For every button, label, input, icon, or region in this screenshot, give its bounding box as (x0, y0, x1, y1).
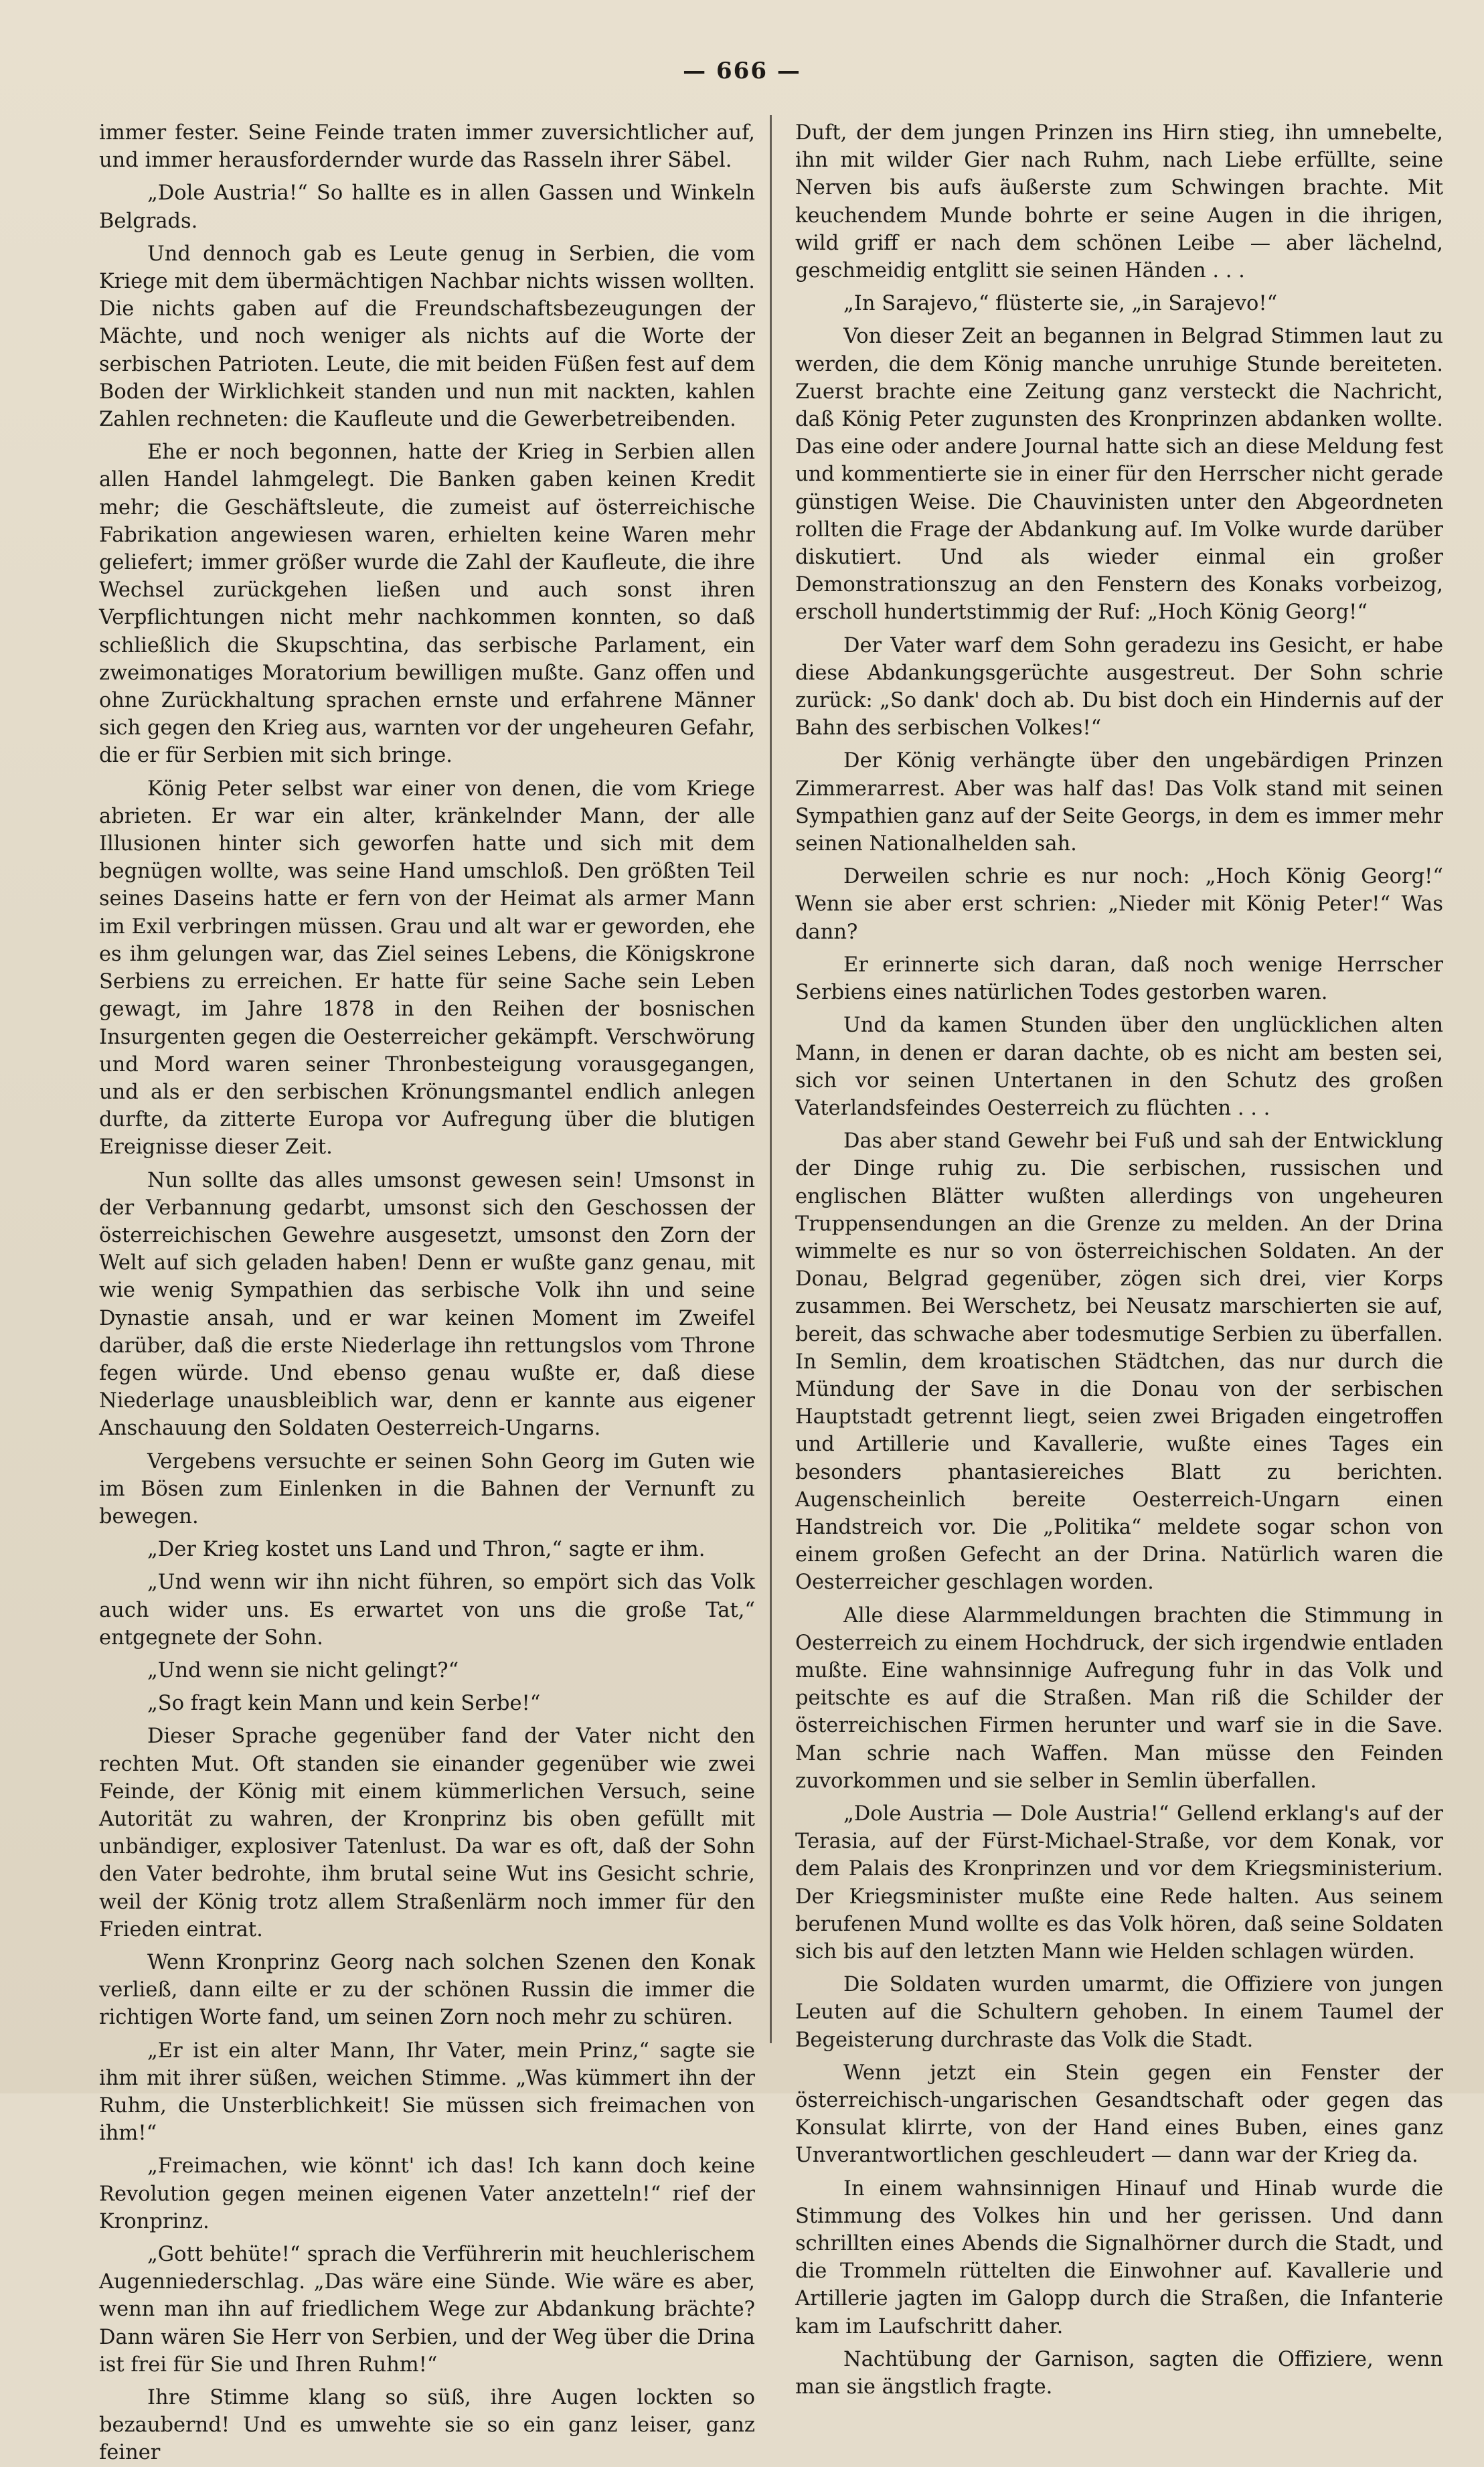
paragraph: „So fragt kein Mann und kein Serbe!“ (147, 1692, 541, 1716)
paragraph: „Und wenn sie nicht gelingt?“ (147, 1658, 459, 1682)
paragraph: Vergebens versuchte er seinen Sohn Georg im Guten wie im Bösen zum Einlenken in die Bahnen der Vernunft zu bewegen. (99, 1449, 755, 1528)
paragraph: Nun sollte das alles umsonst gewesen sein! Umsonst in der Verbannung gedarbt, umsonst sich den Geschossen der österreichischen Gewehre ausgesetzt, umsonst den Zorn der Welt auf sich geladen haben! Denn er wußte ganz genau, mit wie wenig Sympathien das serbische Volk ihn und seine Dynastie ansah, und er war keinen Moment im Zweifel darüber, daß die erste Niederlage ihn rettungslos vom Throne fegen würde. Und ebenso genau wußte er, daß diese Niederlage unausbleiblich war, denn er kannte aus eigener Anschauung den Soldaten Oesterreich-Ungarns. (99, 1168, 755, 1441)
paragraph: Dieser Sprache gegenüber fand der Vater nicht den rechten Mut. Oft standen sie einander gegenüber wie zwei Feinde, der König mit einem kümmerlichen Versuch, seine Autorität zu wahren, der Kronprinz bis oben gefüllt mit unbändiger, explosiver Tatenlust. Da war es oft, daß der Sohn den Vater bedrohte, ihm brutal seine Wut ins Gesicht schrie, weil der König trotz allem Straßenlärm noch immer für den Frieden eintrat. (99, 1725, 755, 1941)
paragraph: Derweilen schrie es nur noch: „Hoch König Georg!“ Wenn sie aber erst schrien: „Nieder mit König Peter!“ Was dann? (795, 865, 1443, 944)
paragraph: Ihre Stimme klang so süß, ihre Augen lockten so bezaubernd! Und es umwehte sie so ein ganz leiser, ganz feiner (99, 2386, 755, 2465)
paragraph: „Dole Austria — Dole Austria!“ Gellend erklang's auf der Terasia, auf der Fürst-Michael-Straße, vor dem Konak, vor dem Palais des Kronprinzen und vor dem Kriegsministerium. Der Kriegsminister mußte eine Rede halten. Aus seinem berufenen Mund wollte es das Volk hören, daß seine Soldaten sich bis auf den letzten Mann wie Helden schlagen würden. (795, 1802, 1443, 1964)
paragraph: „Gott behüte!“ sprach die Verführerin mit heuchlerischem Augenniederschlag. „Das wäre eine Sünde. Wie wäre es aber, wenn man ihn auf friedlichem Wege zur Abdankung brächte? Dann wären Sie Herr von Serbien, und der Weg über die Drina ist frei für Sie und Ihren Ruhm!“ (99, 2243, 755, 2377)
paragraph: Der Vater warf dem Sohn geradezu ins Gesicht, er habe diese Abdankungsgerüchte ausgestreut. Der Sohn schrie zurück: „So dank' doch ab. Du bist doch ein Hindernis auf der Bahn des serbischen Volkes!“ (795, 633, 1443, 740)
paragraph: Das aber stand Gewehr bei Fuß und sah der Entwicklung der Dinge ruhig zu. Die serbischen, russischen und englischen Blätter wußten allerdings von ungeheuren Truppensendungen an die Grenze zu melden. An der Drina wimmelte es nur so von österreichischen Soldaten. An der Donau, Belgrad gegenüber, zögen sich drei, vier Korps zusammen. Bei Werschetz, bei Neusatz marschierten sie auf, bereit, das schwache aber todesmutige Serbien zu überfallen. In Semlin, dem kroatischen Städtchen, das nur durch die Mündung der Save in die Donau von der serbischen Hauptstadt getrennt liegt, seien zwei Brigaden eingetroffen und Artillerie und Kavallerie, wußte eines Tages ein besonders phantasiereiches Blatt zu berichten. Augenscheinlich bereite Oesterreich-Ungarn einen Handstreich vor. Die „Politika“ meldete sogar schon von einem großen Gefecht an der Drina. Natürlich waren die Oesterreicher geschlagen worden. (795, 1129, 1443, 1595)
paragraph: Er erinnerte sich daran, daß noch wenige Herrscher Serbiens eines natürlichen Todes gestorben waren. (795, 953, 1443, 1005)
paragraph: Wenn jetzt ein Stein gegen ein Fenster der österreichisch-ungarischen Gesandtschaft oder gegen das Konsulat klirrte, von der Hand eines Buben, eines ganz Unverantwortlichen geschleudert — dann war der Krieg da. (795, 2061, 1443, 2168)
column-divider (770, 115, 772, 2043)
page-number: — 666 — (683, 58, 801, 84)
left-column (99, 119, 755, 2467)
paragraph: immer fester. Seine Feinde traten immer zuversichtlicher auf, und immer herausfordernder wurde das Rasseln ihrer Säbel. (99, 121, 755, 173)
paragraph: „Und wenn wir ihn nicht führen, so empört sich das Volk auch wider uns. Es erwartet von uns die große Tat,“ entgegnete der Sohn. (99, 1571, 755, 1650)
paragraph: Von dieser Zeit an begannen in Belgrad Stimmen laut zu werden, die dem König manche unruhige Stunde bereiteten. Zuerst brachte eine Zeitung ganz versteckt die Nachricht, daß König Peter zugunsten des Kronprinzen abdanken wollte. Das eine oder andere Journal hatte sich an diese Meldung fest und kommentierte sie in einer für den Herrscher nicht gerade günstigen Weise. Die Chauvinisten unter den Abgeordneten rollten die Frage der Abdankung auf. Im Volke wurde darüber diskutiert. Und als wieder einmal ein großer Demonstrationszug an den Fenstern des Konaks vorbeizog, erscholl hundertstimmig der Ruf: „Hoch König Georg!“ (795, 325, 1443, 625)
paragraph: Die Soldaten wurden umarmt, die Offiziere von jungen Leuten auf die Schultern gehoben. In einem Taumel der Begeisterung durchraste das Volk die Stadt. (795, 1973, 1443, 2052)
paragraph: König Peter selbst war einer von denen, die vom Kriege abrieten. Er war ein alter, kränkelnder Mann, der alle Illusionen hinter sich geworfen hatte und sich mit dem begnügen wollte, was seine Hand umschloß. Den größten Teil seines Daseins hatte er fern von der Heimat als armer Mann im Exil verbringen müssen. Grau und alt war er geworden, ehe es ihm gelungen war, das Ziel seines Lebens, die Königskrone Serbiens zu erreichen. Er hatte für seine Sache sein Leben gewagt, im Jahre 1878 in den Reihen der bosnischen Insurgenten gegen die Oesterreicher gekämpft. Verschwörung und Mord waren seiner Thronbesteigung vorausgegangen, und als er den serbischen Krönungsmantel endlich anlegen durfte, da zitterte Europa vor Aufregung über die blutigen Ereignisse dieser Zeit. (99, 777, 755, 1160)
paragraph: Der König verhängte über den ungebärdigen Prinzen Zimmerarrest. Aber was half das! Das Volk stand mit seinen Sympathien ganz auf der Seite Georgs, in dem es immer mehr seinen Nationalhelden sah. (795, 749, 1443, 856)
paragraph: „Der Krieg kostet uns Land und Thron,“ sagte er ihm. (147, 1538, 706, 1562)
paragraph: „Freimachen, wie könnt' ich das! Ich kann doch keine Revolution gegen meinen eigenen Vater anzetteln!“ rief der Kronprinz. (99, 2154, 755, 2233)
paragraph: Nachtübung der Garnison, sagten die Offiziere, wenn man sie ängstlich fragte. (795, 2347, 1443, 2399)
paragraph: Und dennoch gab es Leute genug in Serbien, die vom Kriege mit dem übermächtigen Nachbar nichts wissen wollten. Die nichts gaben auf die Freundschaftsbezeugungen der Mächte, und noch weniger als nichts auf die Worte der serbischen Patrioten. Leute, die mit beiden Füßen fest auf dem Boden der Wirklichkeit standen und nun mit nackten, kahlen Zahlen rechneten: die Kaufleute und die Gewerbetreibenden. (99, 242, 755, 432)
paragraph: Alle diese Alarmmeldungen brachten die Stimmung in Oesterreich zu einem Hochdruck, der sich irgendwie entladen mußte. Eine wahnsinnige Aufregung fuhr in das Volk und peitschte es auf die Straßen. Man riß die Schilder der österreichischen Firmen herunter und warf sie in die Save. Man schrie nach Waffen. Man müsse den Feinden zuvorkommen und sie selber in Semlin überfallen. (795, 1603, 1443, 1793)
right-column (795, 119, 1443, 2401)
paragraph: „Er ist ein alter Mann, Ihr Vater, mein Prinz,“ sagte sie ihm mit ihrer süßen, weichen Stimme. „Was kümmert ihn der Ruhm, die Unsterblichkeit! Sie müssen sich freimachen von ihm!“ (99, 2039, 755, 2146)
paragraph: Ehe er noch begonnen, hatte der Krieg in Serbien allen allen Handel lahmgelegt. Die Banken gaben keinen Kredit mehr; die Geschäftsleute, die zumeist auf österreichische Fabrikation angewiesen waren, erhielten keine Waren mehr geliefert; immer größer wurde die Zahl der Kaufleute, die ihre Wechsel zurückgehen ließen und auch sonst ihren Verpflichtungen nicht mehr nachkommen konnten, so daß schließlich die Skupschtina, das serbische Parlament, ein zweimonatiges Moratorium bewilligen mußte. Ganz offen und ohne Zurückhaltung sprachen ernste und erfahrene Männer sich gegen den Krieg aus, warnten vor der ungeheuren Gefahr, die er für Serbien mit sich bringe. (99, 441, 755, 768)
paragraph: Wenn Kronprinz Georg nach solchen Szenen den Konak verließ, dann eilte er zu der schönen Russin die immer die richtigen Worte fand, um seinen Zorn noch mehr zu schüren. (99, 1951, 755, 2030)
paragraph: Und da kamen Stunden über den unglücklichen alten Mann, in denen er daran dachte, ob es nicht am besten sei, sich vor seinen Untertanen in den Schutz des großen Vaterlandsfeindes Oesterreich zu flüchten . . . (795, 1014, 1443, 1120)
paragraph: „Dole Austria!“ So hallte es in allen Gassen und Winkeln Belgrads. (99, 181, 755, 233)
paragraph: „In Sarajevo,“ flüsterte sie, „in Sarajevo!“ (843, 292, 1278, 316)
paragraph: Duft, der dem jungen Prinzen ins Hirn stieg, ihn umnebelte, ihn mit wilder Gier nach Ruhm, nach Liebe erfüllte, seine Nerven bis aufs äußerste zum Schwingen brachte. Mit keuchendem Munde bohrte er seine Augen in die ihrigen, wild griff er nach dem schönen Leibe — aber lächelnd, geschmeidig entglitt sie seinen Händen . . . (795, 121, 1443, 283)
paragraph: In einem wahnsinnigen Hinauf und Hinab wurde die Stimmung des Volkes hin und her gerissen. Und dann schrillten eines Abends die Signalhörner durch die Stadt, und die Trommeln rüttelten die Einwohner auf. Kavallerie und Artillerie jagten im Galopp durch die Straßen, die Infanterie kam im Laufschritt daher. (795, 2176, 1443, 2338)
